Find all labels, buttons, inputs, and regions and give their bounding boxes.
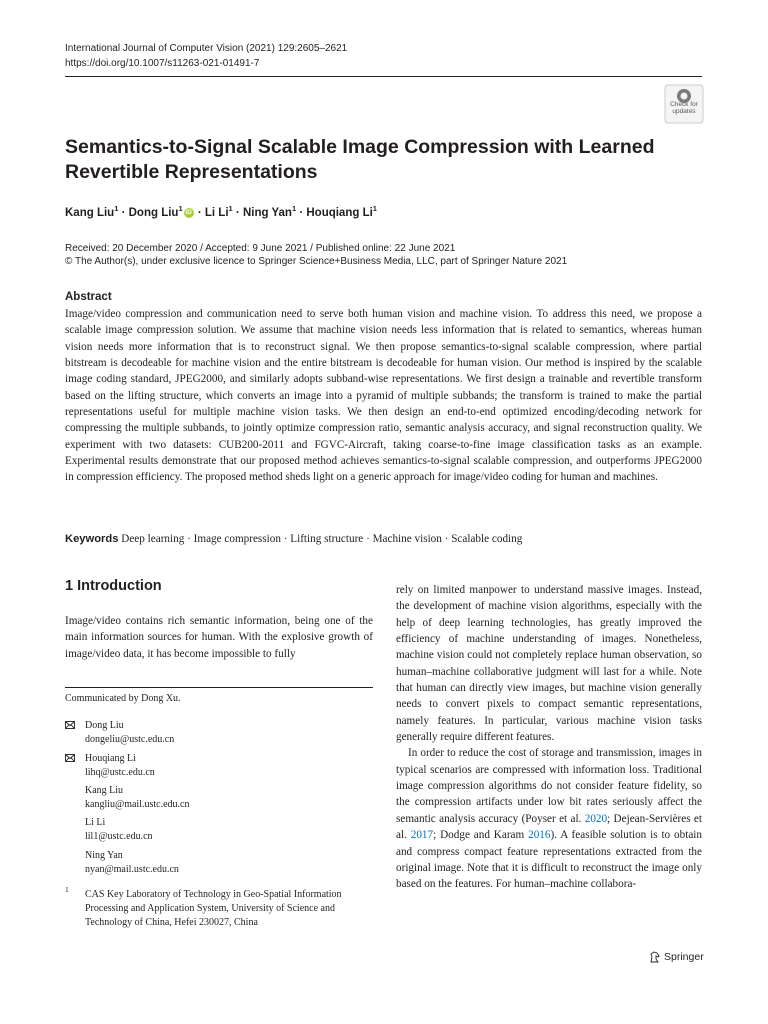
copyright-line: © The Author(s), under exclusive licence to Springer Science+Business Media, LLC, part of Springer Nature 2021 (65, 256, 568, 267)
envelope-icon (65, 754, 75, 762)
author-list (65, 204, 377, 219)
author-name[interactable]: Li Li (204, 206, 229, 219)
contact-name: Ning Yan (85, 850, 123, 861)
contact-name: Dong Liu (85, 720, 124, 731)
paragraph-text: In order to reduce the cost of storage and transmission, images in typical scenarios are compressed with information loss. Traditional image compression algorithms do not consider feature fidelity, so the compression artifacts under low bit rates seriously affect the semantic analysis accuracy (Poyser et al. (396, 747, 702, 825)
badge-label: Check for updates (670, 101, 698, 115)
paper-title (65, 135, 665, 185)
journal-header (65, 41, 347, 71)
intro-right-column (396, 582, 702, 893)
contact-entry (65, 752, 373, 780)
paragraph-text: ). A feasible solution is to obtain and compress compact feature representations extracted from the original image. Note that it is difficult to reconstruct the image only based on the features. For human–machine collabora- (396, 829, 702, 891)
author-name[interactable]: Ning Yan (242, 206, 292, 219)
contact-email[interactable]: kangliu@mail.ustc.edu.cn (85, 799, 190, 810)
author-separator: · (235, 206, 240, 219)
intro-right-paragraph-1: rely on limited manpower to understand massive images. Instead, the development of machine vision algorithms, especially with the help of deep learning technologies, has greatly improved the efficiency of machine understanding of images. Nonetheless, machine vision could not completely replace human observation, so human–machine collaborative judgment will last for a while. Note that human can directly view images, but machine vision generally needs to convert pixels to compact semantic representations, namely features. In particular, various machine vision tasks generally require different features. (396, 584, 702, 744)
title-line-2: Revertible Representations (65, 161, 318, 183)
author-name[interactable]: Dong Liu (128, 206, 179, 219)
affiliation-number: 1 (65, 885, 69, 894)
section-heading-introduction: 1 Introduction (65, 578, 162, 594)
contact-email[interactable]: lihq@ustc.edu.cn (85, 767, 155, 778)
communicated-by: Communicated by Dong Xu. (65, 693, 181, 704)
author-name[interactable]: Houqiang Li (306, 206, 373, 219)
doi-link[interactable]: https://doi.org/10.1007/s11263-021-01491-7 (65, 58, 260, 69)
contact-email[interactable]: lil1@ustc.edu.cn (85, 831, 153, 842)
abstract-body: Image/video compression and communication need to serve both human vision and machine vision. To address this need, we propose a scalable image compression solution. We assume that machine vision needs less information that is related to semantics, whereas human vision needs more information that is to reconstruct signal. We then propose semantics-to-signal scalable compression, where partial bitstream is decodeable for machine vision and the entire bitstream is decodeable for human vision. Our method is inspired by the scalable image coding standard, JPEG2000, and similarly adopts subband-wise representations. We first design a trainable and revertible transform based on the lifting structure, which converts an image into a pyramid of multiple subbands; the transform is trained to make the partial representations useful for multiple machine vision tasks. We then design an end-to-end optimized encoding/decoding network for compressing the multiple subbands, to jointly optimize compression ratio, semantic analysis accuracy, and signal reconstruction quality. We experiment with two datasets: CUB200-2011 and FGVC-Aircraft, taking coarse-to-fine image classification tasks as an example. Experimental results demonstrate that our proposed method achieves semantics-to-signal scalable compression, and outperforms JPEG2000 in compression efficiency. The proposed method sheds light on a generic approach for image/video coding for human and machines. (65, 308, 702, 484)
author-affiliation-mark: 1 (114, 204, 119, 213)
dates-line: Received: 20 December 2020 / Accepted: 9 June 2021 / Published online: 22 June 2021 (65, 243, 456, 254)
keywords-heading: Keywords (65, 533, 119, 545)
publication-dates (65, 242, 567, 268)
author-separator: · (299, 206, 304, 219)
journal-citation: International Journal of Computer Vision (2021) 129:2605–2621 (65, 43, 348, 54)
keywords (65, 533, 702, 545)
citation-link[interactable]: 2016 (528, 829, 551, 842)
footnote-rule (65, 687, 373, 688)
title-line-1: Semantics-to-Signal Scalable Image Compression with Learned (65, 136, 655, 158)
contact-entry (65, 719, 373, 747)
springer-horse-icon (649, 951, 661, 963)
envelope-icon (65, 721, 75, 729)
contact-email[interactable]: dongeliu@ustc.edu.cn (85, 734, 175, 745)
author-affiliation-mark: 1 (372, 204, 377, 213)
citation-link[interactable]: 2017 (410, 829, 434, 842)
intro-left-paragraph: Image/video contains rich semantic information, being one of the main information sources for human. With the explosive growth of image/video data, it has become impossible to fully (65, 615, 373, 660)
affiliation: CAS Key Laboratory of Technology in Geo-Spatial Information Processing and Application System, University of Science and Technology of China, Hefei 230027, China (85, 889, 342, 928)
citation-link[interactable]: 2020 (584, 812, 608, 825)
keywords-list: Deep learning · Image compression · Lifting structure · Machine vision · Scalable coding (121, 533, 523, 545)
contact-entry (65, 784, 373, 812)
header-rule (65, 76, 702, 77)
publisher-name: Springer (664, 951, 704, 963)
author-name[interactable]: Kang Liu (65, 206, 115, 219)
author-affiliation-mark: 1 (228, 204, 233, 213)
orcid-icon[interactable]: iD (185, 208, 192, 216)
contact-entry (65, 849, 373, 877)
contact-name: Li Li (85, 817, 106, 828)
contact-entry (65, 816, 373, 844)
paragraph-text: ; Dejean-Servières et al. (396, 812, 703, 842)
paragraph-text: ; Dodge and Karam (433, 829, 529, 842)
abstract-heading: Abstract (65, 291, 112, 303)
contact-name: Kang Liu (85, 785, 124, 796)
check-for-updates-badge[interactable] (664, 84, 704, 124)
author-affiliation-mark: 1 (291, 204, 297, 213)
author-separator: · (197, 206, 202, 219)
contact-email[interactable]: nyan@mail.ustc.edu.cn (85, 864, 179, 875)
publisher-logo (649, 951, 704, 963)
intro-right-paragraph-2 (396, 745, 702, 892)
author-affiliation-mark: 1 (178, 204, 183, 213)
contact-name: Houqiang Li (85, 753, 136, 764)
author-separator: · (121, 206, 126, 219)
